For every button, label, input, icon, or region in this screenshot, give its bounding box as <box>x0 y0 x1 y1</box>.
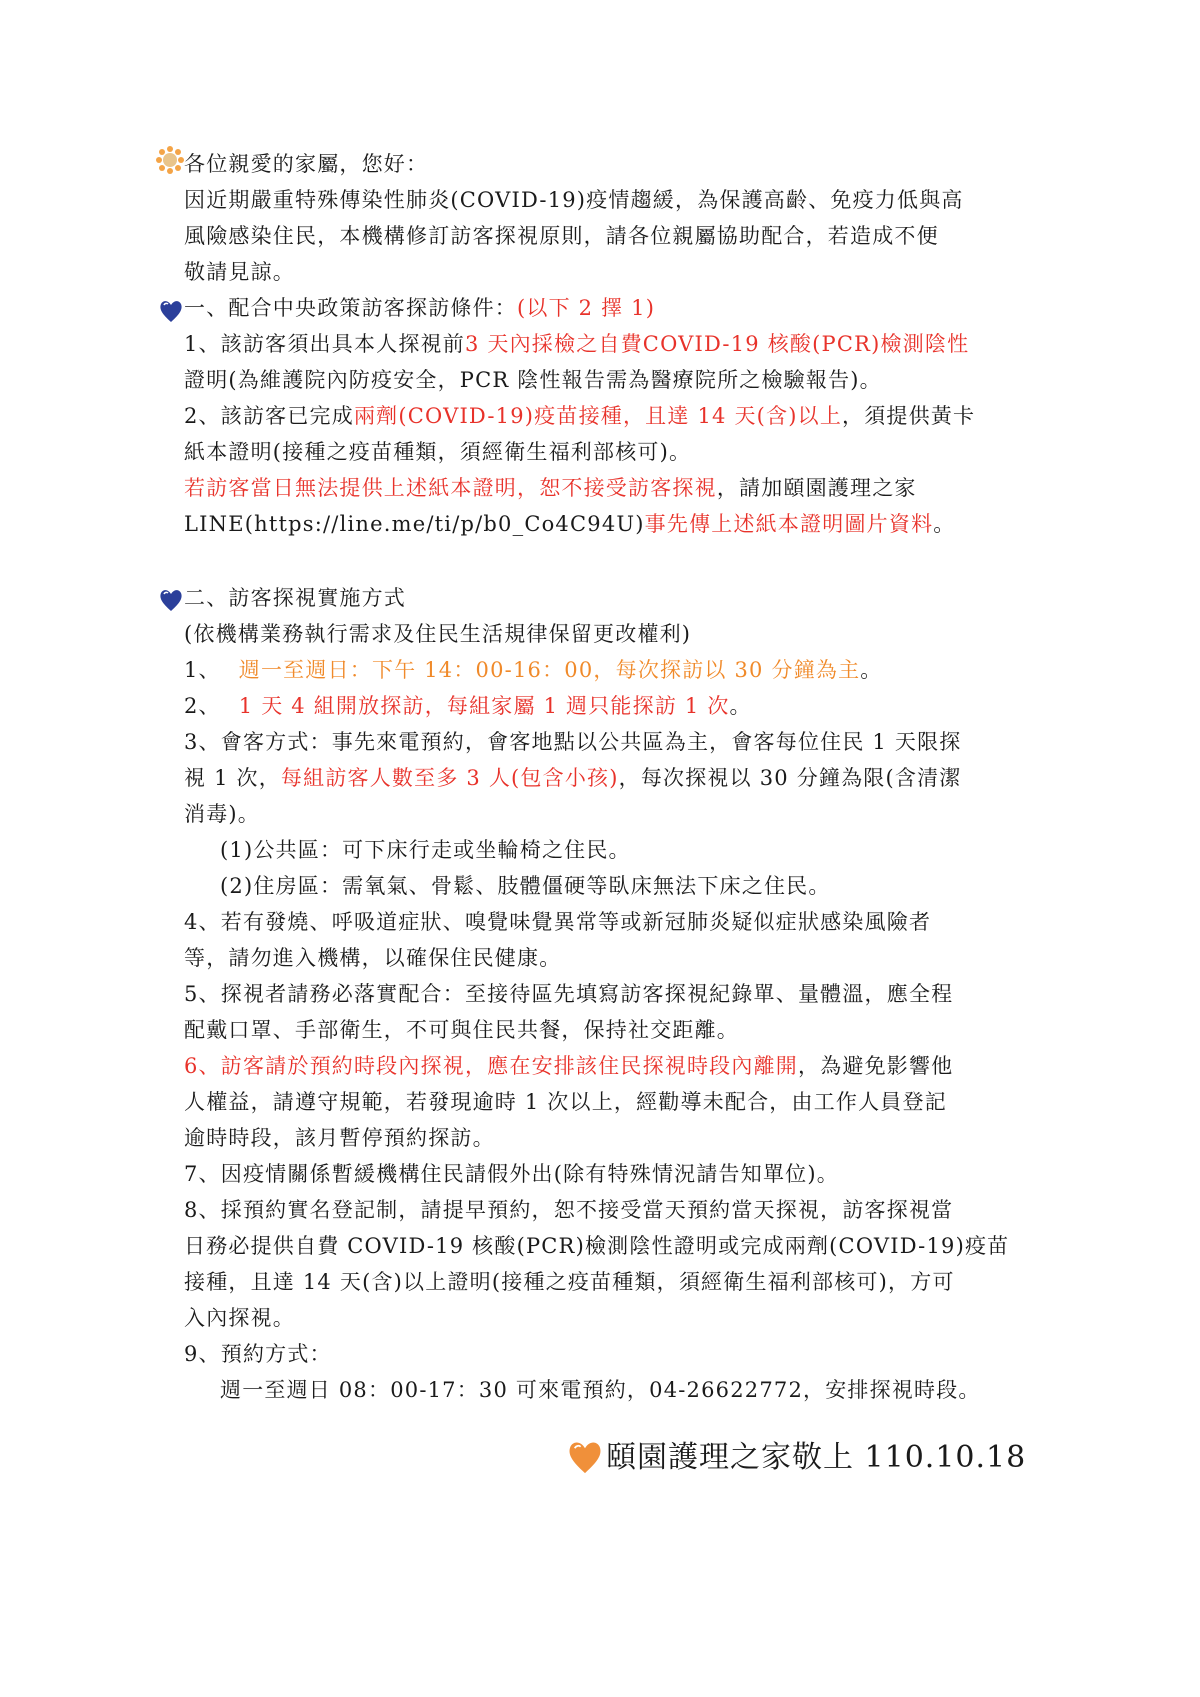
visiting-hours: 週一至週日：下午 14：00-16：00，每次探訪以 30 分鐘為主 <box>238 658 861 682</box>
section2-item1 <box>184 652 1034 688</box>
intro-line: 因近期嚴重特殊傳染性肺炎(COVID-19)疫情趨緩，為保護高齡、免疫力低與高 <box>184 188 964 212</box>
section2-item7: 7、因疫情關係暫緩機構住民請假外出(除有特殊情況請告知單位)。 <box>184 1162 839 1186</box>
item2-tail: ，須提供黃卡 <box>842 404 976 428</box>
item2-highlight: 兩劑(COVID-19)疫苗接種，且達 14 天(含)以上 <box>353 404 843 428</box>
section1-note-cont <box>184 506 1034 542</box>
section2-item8-cont: 接種，且達 14 天(含)以上證明(接種之疫苗種類，須經衛生福利部核可)，方可 <box>184 1270 955 1294</box>
item3-tail: ，每次探視以 30 分鐘為限(含清潔 <box>618 766 962 790</box>
section1-heading <box>184 290 1034 326</box>
line-link[interactable]: LINE(https://line.me/ti/p/b0_Co4C94U) <box>184 512 645 536</box>
section2-item5-cont: 配戴口罩、手部衛生，不可與住民共餐，保持社交距離。 <box>184 1018 739 1042</box>
section2-subnote: (依機構業務執行需求及住民生活規律保留更改權利) <box>184 622 692 646</box>
section2-item8-cont: 入內探視。 <box>184 1306 295 1330</box>
section2-item4: 4、若有發燒、呼吸道症狀、嗅覺味覺異常等或新冠肺炎疑似症狀感染風險者 <box>184 910 932 934</box>
section2-item3: 3、會客方式：事先來電預約，會客地點以公共區為主，會客每位住民 1 天限探 <box>184 730 962 754</box>
section2-item3-cont: 消毒)。 <box>184 802 260 826</box>
item-number: 6、 <box>184 1054 221 1078</box>
note-warning: 若訪客當日無法提供上述紙本證明，恕不接受訪客探視 <box>184 476 717 500</box>
section2-heading: 二、訪客探視實施方式 <box>184 586 406 610</box>
intro-line: 敬請見諒。 <box>184 260 295 284</box>
orange-heart-icon <box>566 1438 604 1476</box>
section1-item2 <box>184 398 1034 434</box>
section2-item4-cont: 等，請勿進入機構，以確保住民健康。 <box>184 946 562 970</box>
visit-time-rule: 訪客請於預約時段內探視，應在安排該住民探視時段內離開 <box>220 1054 798 1078</box>
section2-item8: 8、採預約實名登記制，請提早預約，恕不接受當天預約當天探視，訪客探視當 <box>184 1198 954 1222</box>
sun-flower-icon <box>156 146 184 174</box>
blue-heart-icon <box>158 587 184 613</box>
note-end: 。 <box>933 512 956 536</box>
section2-item9-sub: 週一至週日 08：00-17：30 可來電預約，04-26622772，安排探視時段。 <box>220 1378 981 1402</box>
section1-item1-cont: 證明(為維護院內防疫安全，PCR 陰性報告需為醫療院所之檢驗報告)。 <box>184 368 882 392</box>
visitor-limit: 每組訪客人數至多 3 人(包含小孩) <box>280 766 619 790</box>
intro-line: 風險感染住民，本機構修訂訪客探視原則，請各位親屬協助配合，若造成不便 <box>184 224 939 248</box>
item1-text: 1、該訪客須出具本人探視前 <box>184 332 465 356</box>
section1-item1 <box>184 326 1034 362</box>
note-upload: 事先傳上述紙本證明圖片資料 <box>644 512 934 536</box>
visit-quota: 1 天 4 組開放探訪，每組家屬 1 週只能探訪 1 次 <box>238 694 730 718</box>
item3-text: 視 1 次， <box>184 766 281 790</box>
section2-item3-sub: (1)公共區：可下床行走或坐輪椅之住民。 <box>220 838 631 862</box>
item-number: 1、 <box>184 658 221 682</box>
blue-heart-icon <box>158 298 184 324</box>
signature: 頤園護理之家敬上 110.10.18 <box>606 1440 1027 1475</box>
section2-item6-cont: 逾時時段，該月暫停預約探訪。 <box>184 1126 495 1150</box>
section2-item6 <box>184 1048 1034 1084</box>
section2-item8-cont: 日務必提供自費 COVID-19 核酸(PCR)檢測陰性證明或完成兩劑(COVID-19)疫苗 <box>184 1234 1010 1258</box>
greeting: 各位親愛的家屬，您好： <box>184 152 429 176</box>
section2-item5: 5、探視者請務必落實配合：至接待區先填寫訪客探視紀錄單、量體溫，應全程 <box>184 982 954 1006</box>
section2-item3-sub: (2)住房區：需氧氣、骨鬆、肢體僵硬等臥床無法下床之住民。 <box>220 874 831 898</box>
note-line-instruction: ，請加頤園護理之家 <box>716 476 917 500</box>
section2-item2 <box>184 688 1034 724</box>
section1-heading-note: (以下 2 擇 1) <box>517 296 656 320</box>
section1-note <box>184 470 1034 506</box>
section2-item9: 9、預約方式： <box>184 1342 332 1366</box>
item6-tail: ，為避免影響他 <box>797 1054 954 1078</box>
item2-text: 2、該訪客已完成 <box>184 404 354 428</box>
section2-item6-cont: 人權益，請遵守規範，若發現逾時 1 次以上，經勸導未配合，由工作人員登記 <box>184 1090 947 1114</box>
item1-highlight: 3 天內採檢之自費COVID-19 核酸(PCR)檢測陰性 <box>464 332 970 356</box>
item-end: 。 <box>860 658 883 682</box>
item-number: 2、 <box>184 694 221 718</box>
section1-heading-text: 一、配合中央政策訪客探訪條件： <box>184 296 517 320</box>
section1-item2-cont: 紙本證明(接種之疫苗種類，須經衛生福利部核可)。 <box>184 440 692 464</box>
section2-item3-cont <box>184 760 1034 796</box>
item-end: 。 <box>729 694 752 718</box>
